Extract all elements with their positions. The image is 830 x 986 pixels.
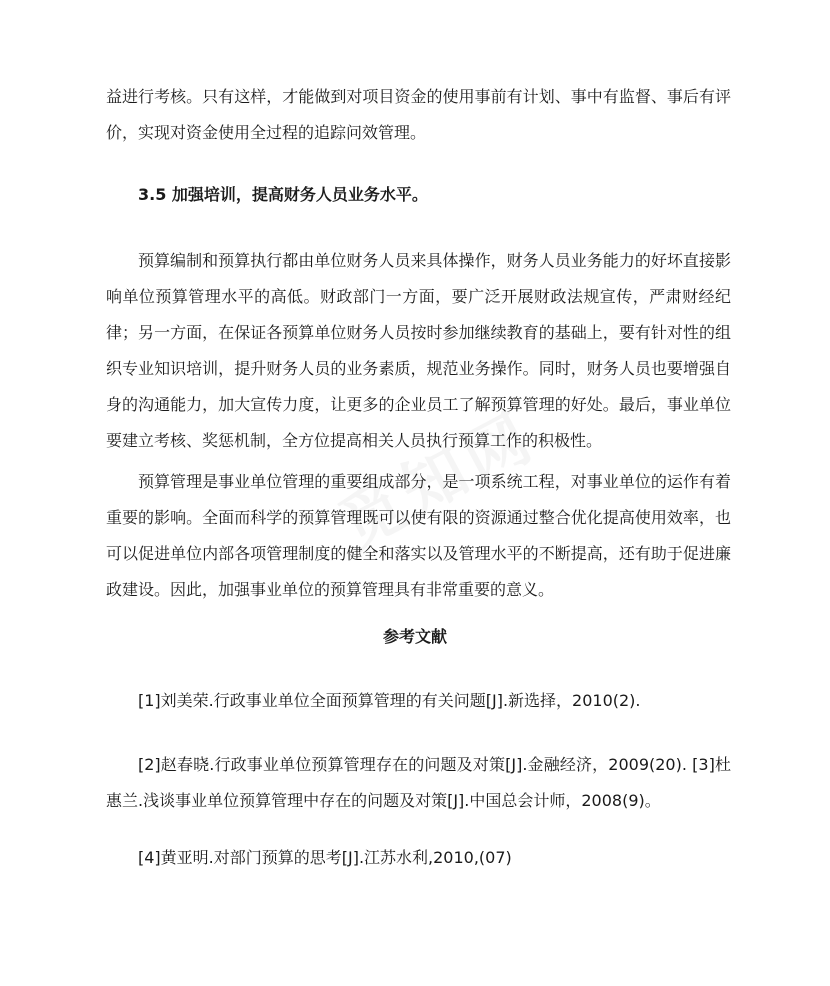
references-title: 参考文献 [382,627,447,646]
paragraph-evaluation: 益进行考核。只有这样，才能做到对项目资金的使用事前有计划、事中有监督、事后有评价，实现对资金使用全过程的追踪问效管理。 [106,87,731,142]
section-heading: 3.5 加强培训，提高财务人员业务水平。 [138,185,428,204]
reference-item-1: [1]刘美荣.行政事业单位全面预算管理的有关问题[J].新选择，2010(2). [138,691,641,710]
reference-item-4: [4]黄亚明.对部门预算的思考[J].江苏水利,2010,(07) [138,848,512,867]
paragraph-training: 预算编制和预算执行都由单位财务人员来具体操作，财务人员业务能力的好坏直接影响单位预算管理水平的高低。财政部门一方面，要广泛开展财政法规宣传，严肃财经纪律；另一方面，在保证各预算单位财务人员按时参加继续教育的基础上，要有针对性的组织专业知识培训，提升财务人员的业务素质，规范业务操作。同时，财务人员也要增强自身的沟通能力，加大宣传力度，让更多的企业员工了解预算管理的好处。最后，事业单位要建立考核、奖惩机制，全方位提高相关人员执行预算工作的积极性。 [106,251,731,450]
paragraph-conclusion: 预算管理是事业单位管理的重要组成部分，是一项系统工程，对事业单位的运作有着重要的影响。全面而科学的预算管理既可以使有限的资源通过整合优化提高使用效率，也可以促进单位内部各项管理制度的健全和落实以及管理水平的不断提高，还有助于促进廉政建设。因此，加强事业单位的预算管理具有非常重要的意义。 [106,472,731,599]
reference-item-2: [2]赵春晓.行政事业单位预算管理存在的问题及对策[J].金融经济，2009(20). [3]杜惠兰.浅谈事业单位预算管理中存在的问题及对策[J].中国总会计师，2008(9)。 [106,755,731,810]
